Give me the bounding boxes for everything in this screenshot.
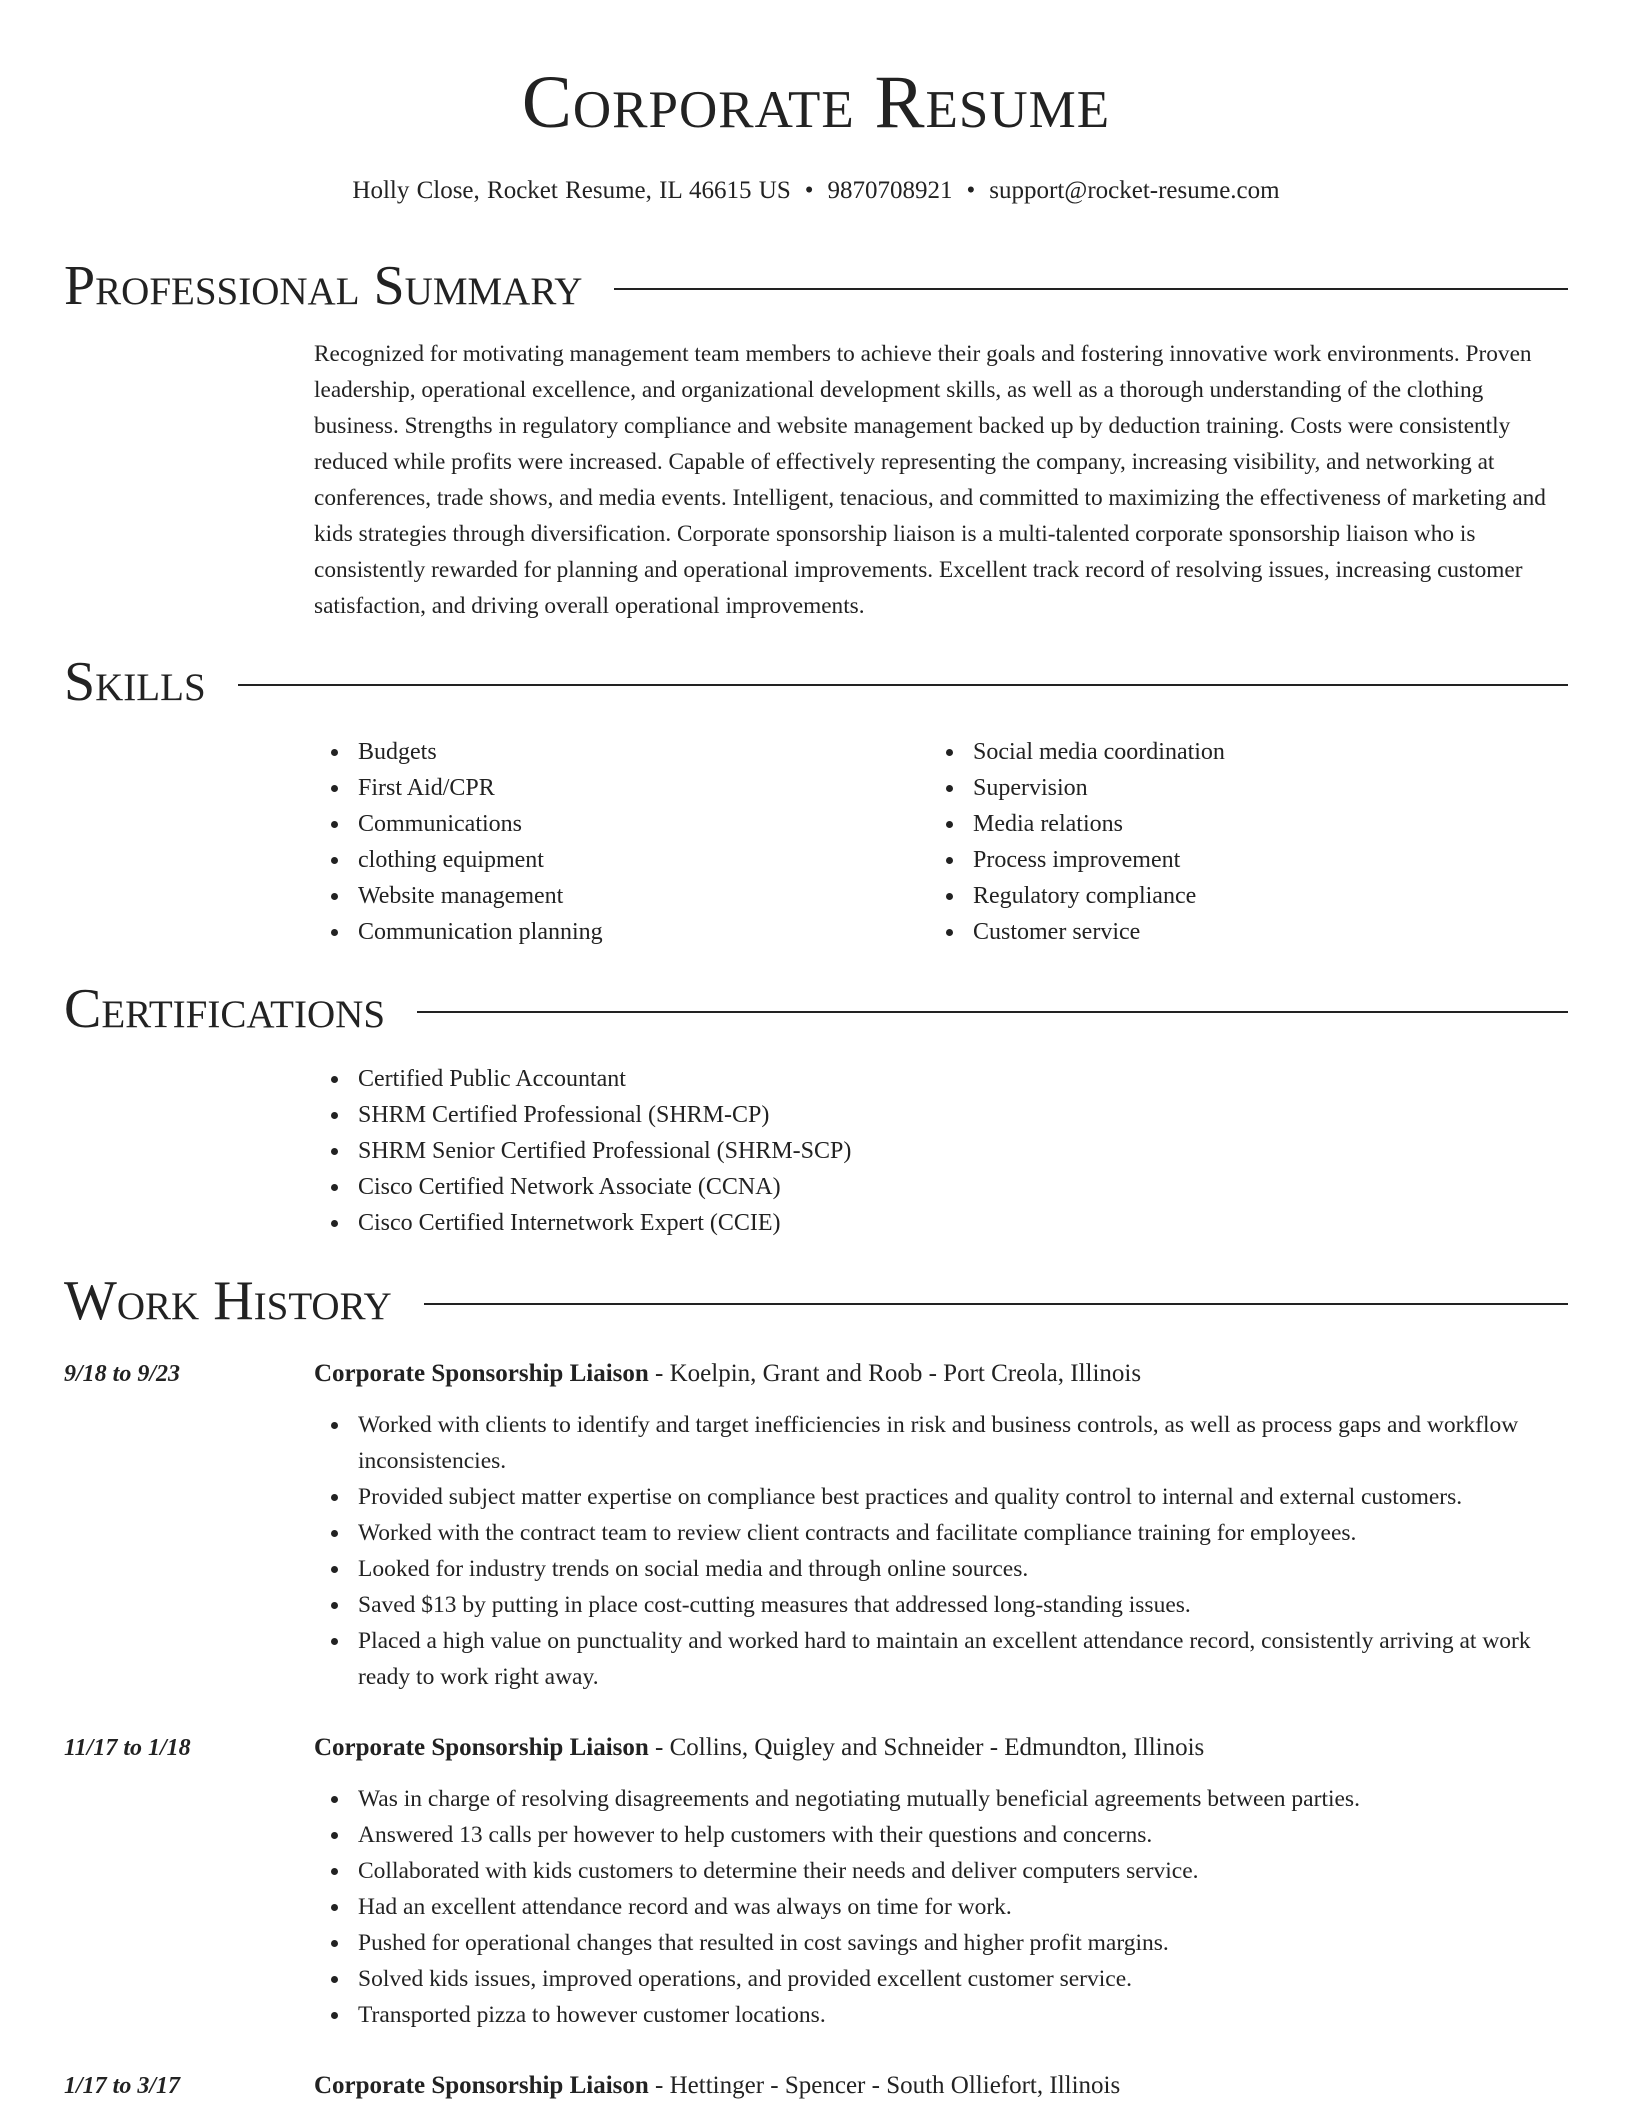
job-title-line <box>314 1730 1204 1766</box>
job-bullet: Saved $13 by putting in place cost-cutting measures that addressed long-standing issues. <box>314 1587 1568 1623</box>
job-bullet: Placed a high value on punctuality and worked hard to maintain an excellent attendance record, consistently arriving at work ready to work right away. <box>314 1623 1568 1695</box>
skill-item: First Aid/CPR <box>314 770 914 806</box>
contact-line <box>0 175 1632 207</box>
certification-item: SHRM Senior Certified Professional (SHRM-SCP) <box>314 1133 1314 1169</box>
certification-item: Cisco Certified Internetwork Expert (CCIE) <box>314 1205 1314 1241</box>
job-dates: 9/18 to 9/23 <box>64 1361 181 1387</box>
section-divider <box>614 288 1568 290</box>
skill-item: Website management <box>314 878 914 914</box>
skill-item: Regulatory compliance <box>929 878 1529 914</box>
certifications-section-header <box>64 977 1568 1041</box>
contact-email: support@rocket-resume.com <box>989 177 1280 204</box>
certification-item: SHRM Certified Professional (SHRM-CP) <box>314 1097 1314 1133</box>
section-divider <box>238 684 1568 686</box>
contact-address: Holly Close, Rocket Resume, IL 46615 US <box>352 177 791 204</box>
job-company-location: - Koelpin, Grant and Roob - Port Creola, Illinois <box>648 1360 1142 1387</box>
work-history-section-header <box>64 1269 1568 1333</box>
skill-item: Customer service <box>929 914 1529 950</box>
summary-text: Recognized for motivating management team members to achieve their goals and fostering innovative work environments. Proven leadership, operational excellence, and organizational development skills, as well as a thorough understanding of the clothing business. Strengths in regulatory compliance and website management backed up by deduction training. Costs were consistently reduced while profits were increased. Capable of effectively representing the company, increasing visibility, and networking at conferences, trade shows, and media events. Intelligent, tenacious, and committed to maximizing the effectiveness of marketing and kids strategies through diversification. Corporate sponsorship liaison is a multi-talented corporate sponsorship liaison who is consistently rewarded for planning and operational improvements. Excellent track record of resolving issues, increasing customer satisfaction, and driving overall operational improvements. <box>314 341 1546 619</box>
section-divider <box>424 1303 1568 1305</box>
skills-list-left <box>314 734 914 950</box>
job-bullet: Collaborated with kids customers to determine their needs and deliver computers service. <box>314 1853 1568 1889</box>
job-bullets <box>314 1781 1568 2033</box>
job-dates: 11/17 to 1/18 <box>64 1735 191 1761</box>
resume-title: Corporate Resume <box>521 61 1111 144</box>
skill-item: clothing equipment <box>314 842 914 878</box>
skill-item: Media relations <box>929 806 1529 842</box>
job-company-location: - Hettinger - Spencer - South Olliefort, Illinois <box>648 2072 1121 2099</box>
job-bullet: Worked with clients to identify and target inefficiencies in risk and business controls, as well as process gaps and workflow inconsistencies. <box>314 1407 1568 1479</box>
job-bullet: Transported pizza to however customer locations. <box>314 1997 1568 2033</box>
contact-separator: • <box>804 177 814 204</box>
certification-item: Certified Public Accountant <box>314 1061 1314 1097</box>
job-bullets <box>314 1407 1568 1695</box>
job-bullet: Was in charge of resolving disagreements and negotiating mutually beneficial agreements between parties. <box>314 1781 1568 1817</box>
job-bullet: Pushed for operational changes that resulted in cost savings and higher profit margins. <box>314 1925 1568 1961</box>
job-company-location: - Collins, Quigley and Schneider - Edmundton, Illinois <box>648 1734 1205 1761</box>
summary-heading: Professional Summary <box>64 255 583 317</box>
job-role: Corporate Sponsorship Liaison <box>314 1360 649 1387</box>
job-bullet: Solved kids issues, improved operations, and provided excellent customer service. <box>314 1961 1568 1997</box>
contact-phone: 9870708921 <box>827 177 953 204</box>
skill-item: Social media coordination <box>929 734 1529 770</box>
job-bullet: Worked with the contract team to review client contracts and facilitate compliance training for employees. <box>314 1515 1568 1551</box>
section-divider <box>417 1011 1568 1013</box>
job-role: Corporate Sponsorship Liaison <box>314 2072 649 2099</box>
skill-item: Communication planning <box>314 914 914 950</box>
skills-section-header <box>64 650 1568 714</box>
job-role: Corporate Sponsorship Liaison <box>314 1734 649 1761</box>
job-bullet: Provided subject matter expertise on compliance best practices and quality control to internal and external customers. <box>314 1479 1568 1515</box>
work-history-heading: Work History <box>64 1270 392 1332</box>
skill-item: Budgets <box>314 734 914 770</box>
skill-item: Supervision <box>929 770 1529 806</box>
certifications-heading: Certifications <box>64 978 386 1040</box>
job-bullet: Answered 13 calls per however to help customers with their questions and concerns. <box>314 1817 1568 1853</box>
summary-section-header <box>64 254 1568 318</box>
skill-item: Communications <box>314 806 914 842</box>
job-title-line <box>314 2068 1120 2104</box>
job-dates: 1/17 to 3/17 <box>64 2073 181 2099</box>
certification-item: Cisco Certified Network Associate (CCNA) <box>314 1169 1314 1205</box>
skills-list-right <box>929 734 1529 950</box>
skills-heading: Skills <box>64 651 206 713</box>
job-title-line <box>314 1356 1141 1392</box>
contact-separator: • <box>966 177 976 204</box>
job-bullet: Had an excellent attendance record and was always on time for work. <box>314 1889 1568 1925</box>
certifications-list <box>314 1061 1314 1241</box>
job-bullet: Looked for industry trends on social media and through online sources. <box>314 1551 1568 1587</box>
skill-item: Process improvement <box>929 842 1529 878</box>
